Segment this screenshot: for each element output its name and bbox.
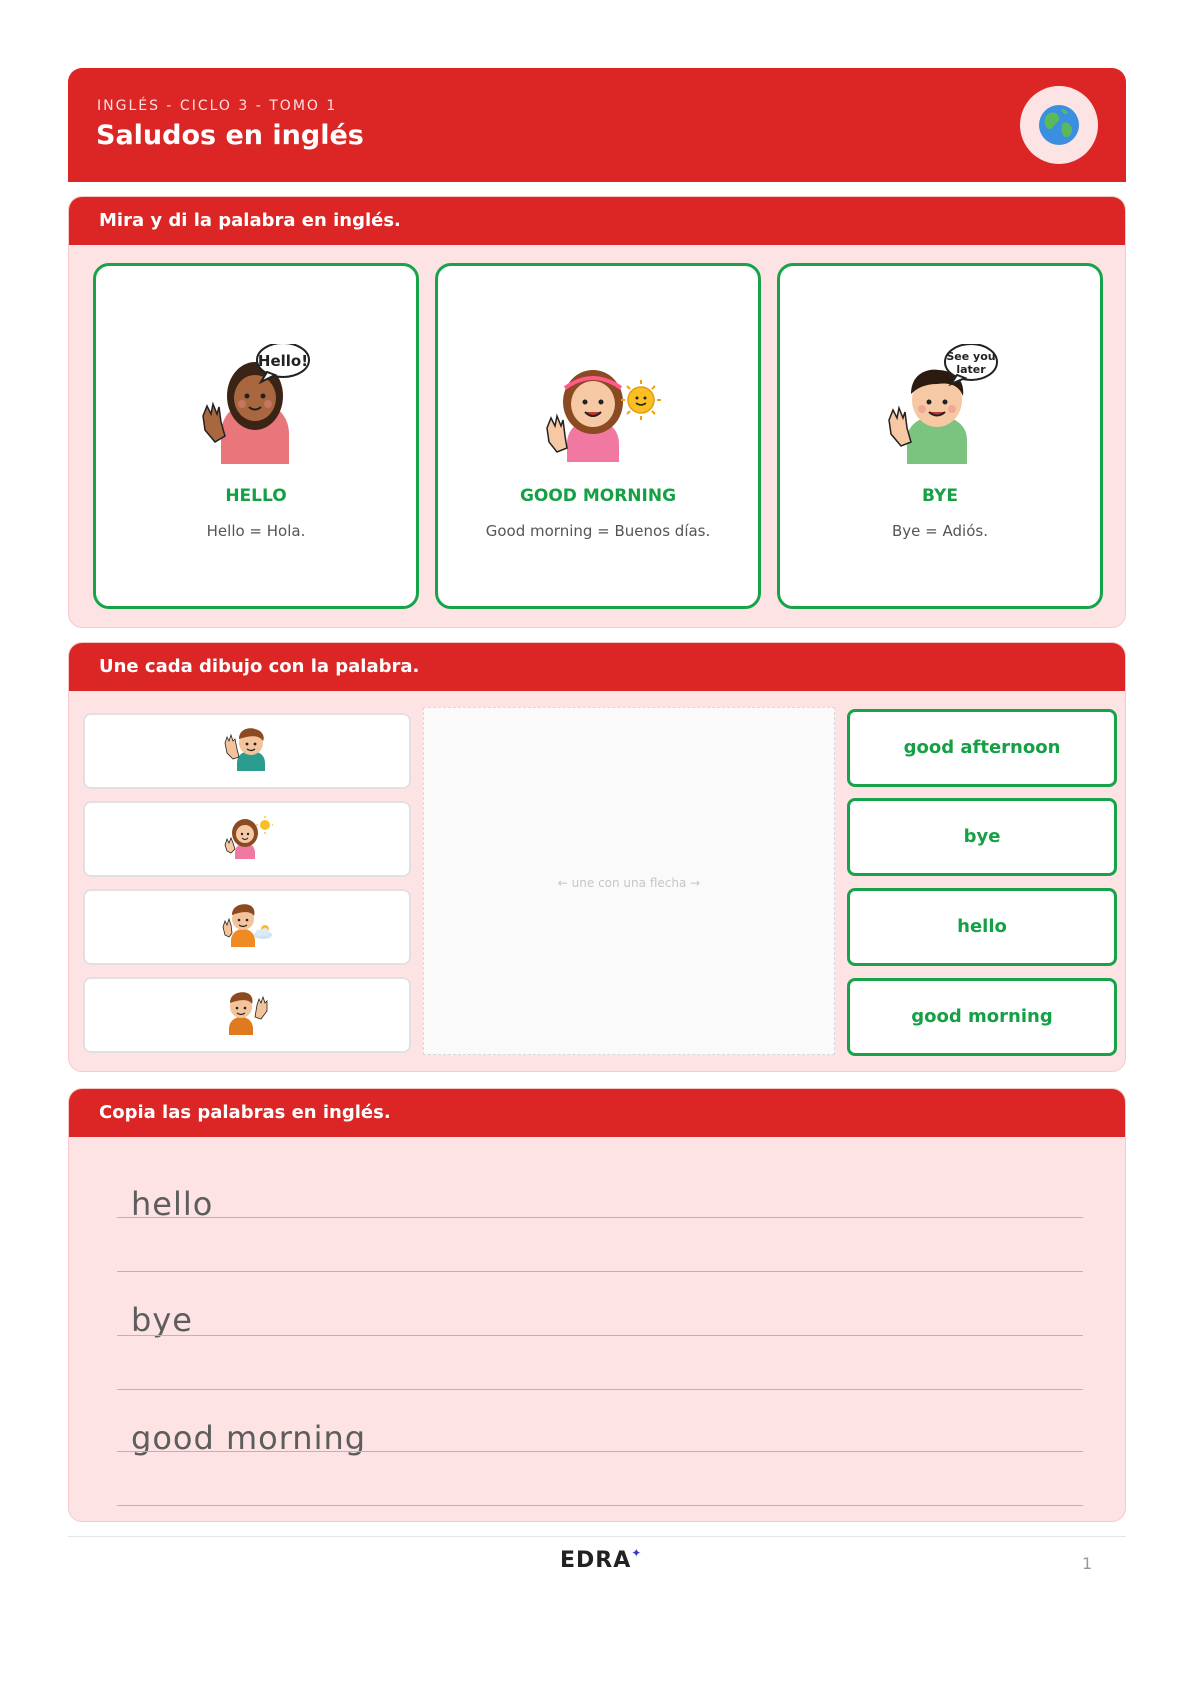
picture-box-boy-waving[interactable]: [83, 713, 411, 789]
section-instruction: Copia las palabras en inglés.: [69, 1089, 1125, 1137]
word-box-good-morning[interactable]: good morning: [847, 978, 1117, 1056]
writing-line: [117, 1335, 1083, 1336]
boy-waving-icon: [221, 723, 273, 771]
section-copy-words: [68, 1088, 1126, 1522]
speech-bubble-text: Hello!: [257, 352, 309, 370]
writing-line: [117, 1217, 1083, 1218]
picture-box-girl-sun[interactable]: [83, 801, 411, 877]
section-instruction: Mira y di la palabra en inglés.: [69, 197, 1125, 245]
card-hello: [93, 263, 419, 609]
publisher-logo: EDRA✦: [560, 1546, 643, 1573]
section-look-and-say: [68, 196, 1126, 628]
star-icon: ✦: [631, 1546, 643, 1560]
card-word: HELLO: [225, 486, 287, 506]
section-match: [68, 642, 1126, 1072]
girl-waving-icon: [191, 344, 321, 464]
speech-bubble-text: See you: [946, 350, 996, 363]
footer-divider: [68, 1536, 1126, 1537]
girl-with-sun-icon: [533, 344, 663, 464]
card-good-morning: [435, 263, 761, 609]
writing-line[interactable]: [117, 1271, 1083, 1272]
boy-waving-icon: [875, 344, 1005, 464]
card-word: GOOD MORNING: [519, 486, 677, 506]
matching-hint: ← une con una flecha →: [557, 876, 701, 890]
speech-bubble-text: later: [956, 363, 986, 376]
card-bye: [777, 263, 1103, 609]
card-translation: Good morning = Buenos días.: [485, 522, 711, 540]
word-box-good-afternoon[interactable]: good afternoon: [847, 709, 1117, 787]
picture-box-boy-bye[interactable]: [83, 977, 411, 1053]
girl-with-sun-icon: [221, 811, 273, 859]
writing-line: [117, 1451, 1083, 1452]
traced-word: bye: [131, 1301, 193, 1339]
card-translation: Hello = Hola.: [206, 522, 306, 540]
page-header: [68, 68, 1126, 182]
boy-waving-bye-icon: [221, 987, 273, 1035]
card-word: BYE: [922, 486, 958, 506]
page-title: Saludos en inglés: [96, 120, 364, 151]
traced-word: hello: [131, 1185, 214, 1223]
globe-icon: [1020, 86, 1098, 164]
word-box-hello[interactable]: hello: [847, 888, 1117, 966]
writing-line[interactable]: [117, 1505, 1083, 1506]
page-number: 1: [1082, 1554, 1093, 1573]
boy-with-cloud-icon: [221, 899, 273, 947]
writing-line[interactable]: [117, 1389, 1083, 1390]
matching-area[interactable]: [423, 707, 835, 1055]
section-instruction: Une cada dibujo con la palabra.: [69, 643, 1125, 691]
traced-word: good morning: [131, 1419, 367, 1457]
word-box-bye[interactable]: bye: [847, 798, 1117, 876]
card-translation: Bye = Adiós.: [892, 522, 988, 540]
course-label: INGLÉS - CICLO 3 - TOMO 1: [97, 98, 338, 114]
picture-box-boy-cloud[interactable]: [83, 889, 411, 965]
